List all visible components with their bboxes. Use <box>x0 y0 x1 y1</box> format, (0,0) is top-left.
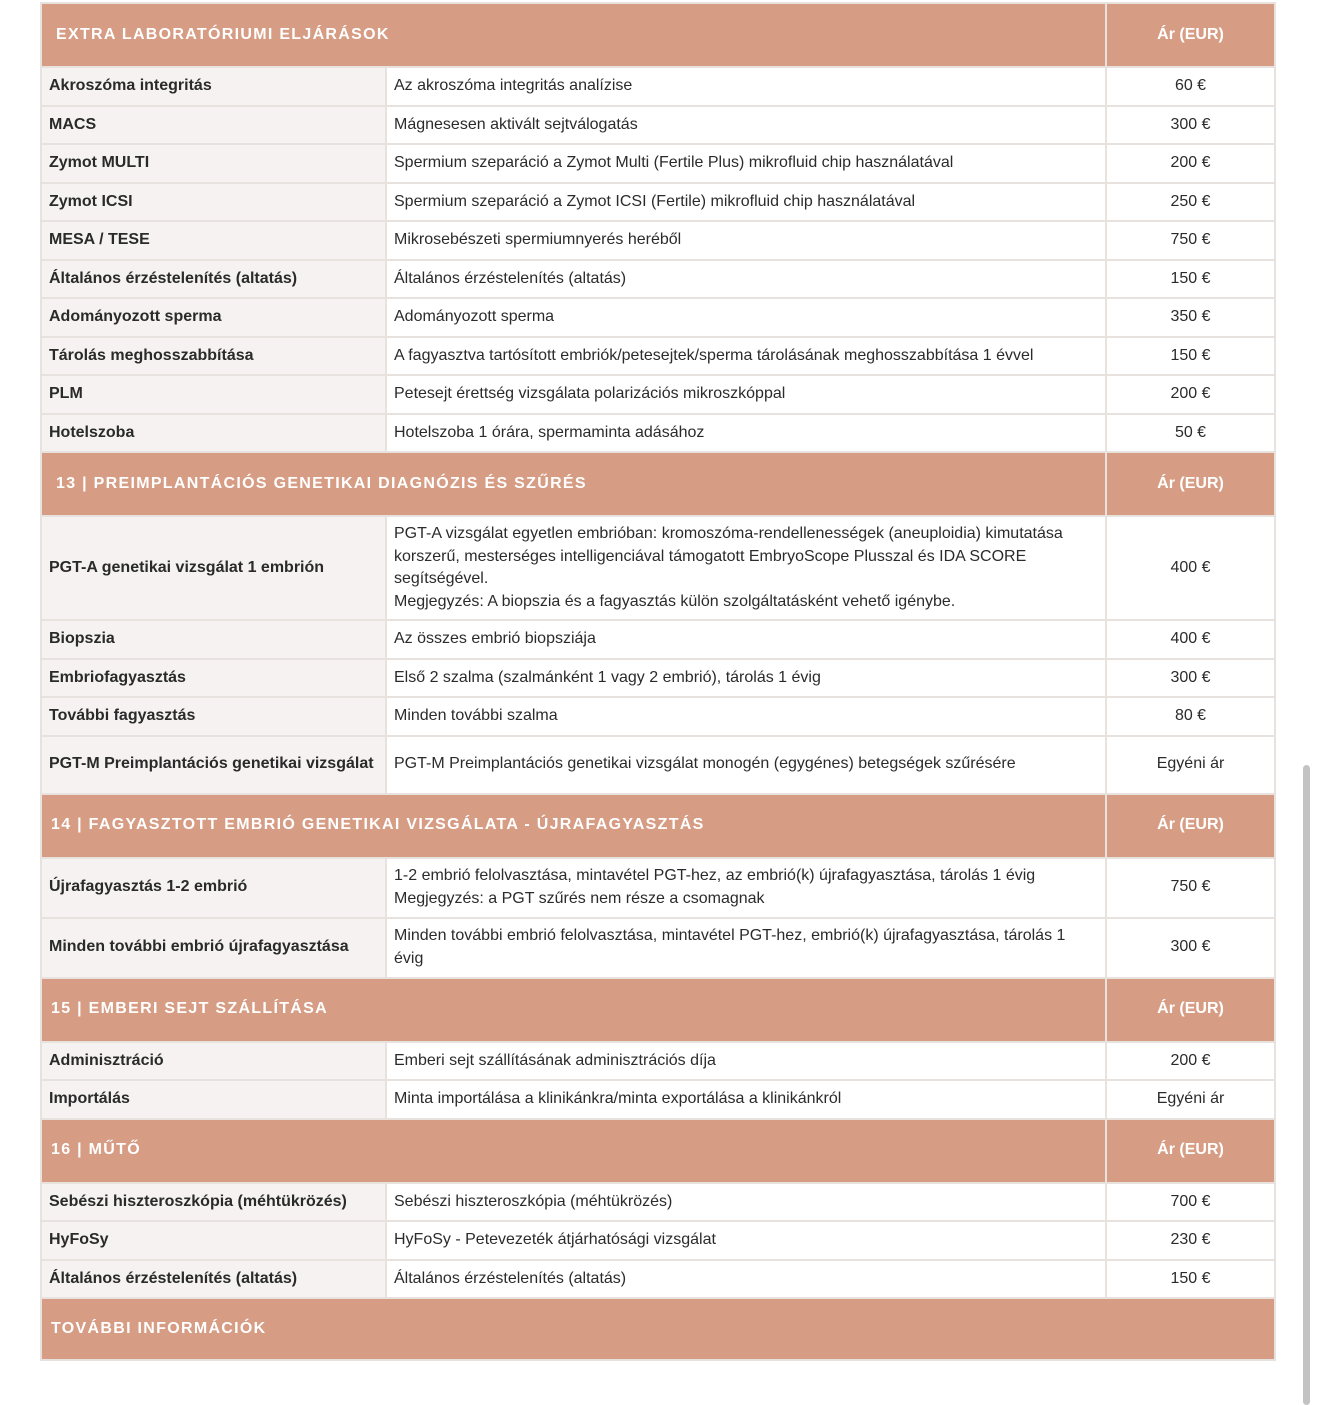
service-description: Spermium szeparáció a Zymot Multi (Fertile Plus) mikrofluid chip használatával <box>386 144 1106 183</box>
service-price: 400 € <box>1106 516 1275 620</box>
service-name: Általános érzéstelenítés (altatás) <box>41 1260 386 1299</box>
service-description: PGT-M Preimplantációs genetikai vizsgálat monogén (egygénes) betegségek szűrésére <box>386 736 1106 794</box>
service-description: Az akroszóma integritás analízise <box>386 67 1106 106</box>
service-name: Biopszia <box>41 620 386 659</box>
price-table <box>40 2 1276 1361</box>
service-description: Adományozott sperma <box>386 298 1106 337</box>
price-column-header: Ár (EUR) <box>1106 978 1275 1042</box>
service-description <box>386 516 1106 620</box>
description-note: Megjegyzés: a PGT szűrés nem része a csomagnak <box>394 889 765 907</box>
service-description: Sebészi hiszteroszkópia (méhtükrözés) <box>386 1183 1106 1222</box>
service-name: PGT-M Preimplantációs genetikai vizsgálat <box>41 736 386 794</box>
service-description: Mikrosebészeti spermiumnyerés heréből <box>386 221 1106 260</box>
table-row <box>41 858 1275 918</box>
service-price: 750 € <box>1106 858 1275 918</box>
service-name: HyFoSy <box>41 1221 386 1260</box>
service-price: 150 € <box>1106 260 1275 299</box>
service-price: 200 € <box>1106 1042 1275 1081</box>
table-row <box>41 260 1275 299</box>
table-row <box>41 1042 1275 1081</box>
service-price: 300 € <box>1106 106 1275 145</box>
section-header-refreeze <box>41 794 1275 858</box>
table-row <box>41 918 1275 978</box>
section-title: 15 | EMBERI SEJT SZÁLLÍTÁSA <box>41 978 1106 1042</box>
price-column-header: Ár (EUR) <box>1106 794 1275 858</box>
service-description: HyFoSy - Petevezeték átjárhatósági vizsgálat <box>386 1221 1106 1260</box>
service-price: 350 € <box>1106 298 1275 337</box>
service-price: Egyéni ár <box>1106 736 1275 794</box>
service-description: Első 2 szalma (szalmánként 1 vagy 2 embrió), tárolás 1 évig <box>386 659 1106 698</box>
service-name: Sebészi hiszteroszkópia (méhtükrözés) <box>41 1183 386 1222</box>
service-name: Adományozott sperma <box>41 298 386 337</box>
service-description: Mágnesesen aktivált sejtválogatás <box>386 106 1106 145</box>
service-name: PLM <box>41 375 386 414</box>
service-description: Petesejt érettség vizsgálata polarizációs mikroszkóppal <box>386 375 1106 414</box>
service-price: Egyéni ár <box>1106 1080 1275 1119</box>
price-column-header: Ár (EUR) <box>1106 1119 1275 1183</box>
section-header-cell-transport <box>41 978 1275 1042</box>
table-row <box>41 337 1275 376</box>
service-description: Az összes embrió biopsziája <box>386 620 1106 659</box>
service-name: Általános érzéstelenítés (altatás) <box>41 260 386 299</box>
table-row <box>41 414 1275 453</box>
description-note: Megjegyzés: A biopszia és a fagyasztás külön szolgáltatásként vehető igénybe. <box>394 592 956 610</box>
table-row <box>41 736 1275 794</box>
service-name: Importálás <box>41 1080 386 1119</box>
service-price: 400 € <box>1106 620 1275 659</box>
table-row <box>41 221 1275 260</box>
table-row <box>41 1260 1275 1299</box>
description-line: PGT-A vizsgálat egyetlen embrióban: kromoszóma-rendellenességek (aneuploidia) kimutatása korszerű, mesterséges intelligenciával támogatott EmbryoScope Plusszal és IDA SCORE segítségével. <box>394 525 1063 587</box>
service-price: 700 € <box>1106 1183 1275 1222</box>
service-description: Általános érzéstelenítés (altatás) <box>386 260 1106 299</box>
service-name: Zymot MULTI <box>41 144 386 183</box>
table-row <box>41 298 1275 337</box>
section-title: 14 | FAGYASZTOTT EMBRIÓ GENETIKAI VIZSGÁLATA - ÚJRAFAGYASZTÁS <box>41 794 1106 858</box>
service-description: Minden további embrió felolvasztása, mintavétel PGT-hez, embrió(k) újrafagyasztása, tárolás 1 évig <box>386 918 1106 978</box>
scrollbar-thumb[interactable] <box>1303 765 1310 1405</box>
service-price: 50 € <box>1106 414 1275 453</box>
service-name: Minden további embrió újrafagyasztása <box>41 918 386 978</box>
service-name: Zymot ICSI <box>41 183 386 222</box>
description-line: 1-2 embrió felolvasztása, mintavétel PGT-hez, az embrió(k) újrafagyasztása, tárolás 1 évig <box>394 867 1036 884</box>
service-price: 60 € <box>1106 67 1275 106</box>
service-price: 200 € <box>1106 144 1275 183</box>
table-row <box>41 1183 1275 1222</box>
table-row <box>41 1221 1275 1260</box>
service-description: Emberi sejt szállításának adminisztrációs díja <box>386 1042 1106 1081</box>
table-row <box>41 144 1275 183</box>
table-row <box>41 375 1275 414</box>
service-price: 200 € <box>1106 375 1275 414</box>
service-name: Akroszóma integritás <box>41 67 386 106</box>
service-price: 300 € <box>1106 918 1275 978</box>
table-row <box>41 620 1275 659</box>
price-column-header: Ár (EUR) <box>1106 3 1275 67</box>
section-title: 16 | MŰTŐ <box>41 1119 1106 1183</box>
section-title: TOVÁBBI INFORMÁCIÓK <box>41 1298 1275 1360</box>
section-title: EXTRA LABORATÓRIUMI ELJÁRÁSOK <box>41 3 1106 67</box>
table-row <box>41 106 1275 145</box>
table-row <box>41 1080 1275 1119</box>
section-header-more-info <box>41 1298 1275 1360</box>
service-description <box>386 858 1106 918</box>
table-row <box>41 697 1275 736</box>
service-price: 80 € <box>1106 697 1275 736</box>
service-name: Hotelszoba <box>41 414 386 453</box>
section-header-pgd <box>41 452 1275 516</box>
service-description: Spermium szeparáció a Zymot ICSI (Fertile) mikrofluid chip használatával <box>386 183 1106 222</box>
table-row <box>41 659 1275 698</box>
service-name: További fagyasztás <box>41 697 386 736</box>
section-header-extra-lab <box>41 3 1275 67</box>
service-description: Általános érzéstelenítés (altatás) <box>386 1260 1106 1299</box>
service-name: Adminisztráció <box>41 1042 386 1081</box>
table-row <box>41 183 1275 222</box>
service-description: Minden további szalma <box>386 697 1106 736</box>
service-price: 150 € <box>1106 1260 1275 1299</box>
service-name: Újrafagyasztás 1-2 embrió <box>41 858 386 918</box>
service-name: MESA / TESE <box>41 221 386 260</box>
service-name: PGT-A genetikai vizsgálat 1 embrión <box>41 516 386 620</box>
section-title: 13 | PREIMPLANTÁCIÓS GENETIKAI DIAGNÓZIS ÉS SZŰRÉS <box>41 452 1106 516</box>
service-price: 150 € <box>1106 337 1275 376</box>
service-name: Tárolás meghosszabbítása <box>41 337 386 376</box>
service-price: 750 € <box>1106 221 1275 260</box>
price-column-header: Ár (EUR) <box>1106 452 1275 516</box>
service-name: MACS <box>41 106 386 145</box>
section-header-surgery <box>41 1119 1275 1183</box>
service-name: Embriofagyasztás <box>41 659 386 698</box>
service-price: 230 € <box>1106 1221 1275 1260</box>
table-row <box>41 516 1275 620</box>
table-row <box>41 67 1275 106</box>
service-description: A fagyasztva tartósított embriók/petesejtek/sperma tárolásának meghosszabbítása 1 évvel <box>386 337 1106 376</box>
service-description: Hotelszoba 1 órára, spermaminta adásához <box>386 414 1106 453</box>
service-description: Minta importálása a klinikánkra/minta exportálása a klinikánkról <box>386 1080 1106 1119</box>
service-price: 300 € <box>1106 659 1275 698</box>
service-price: 250 € <box>1106 183 1275 222</box>
